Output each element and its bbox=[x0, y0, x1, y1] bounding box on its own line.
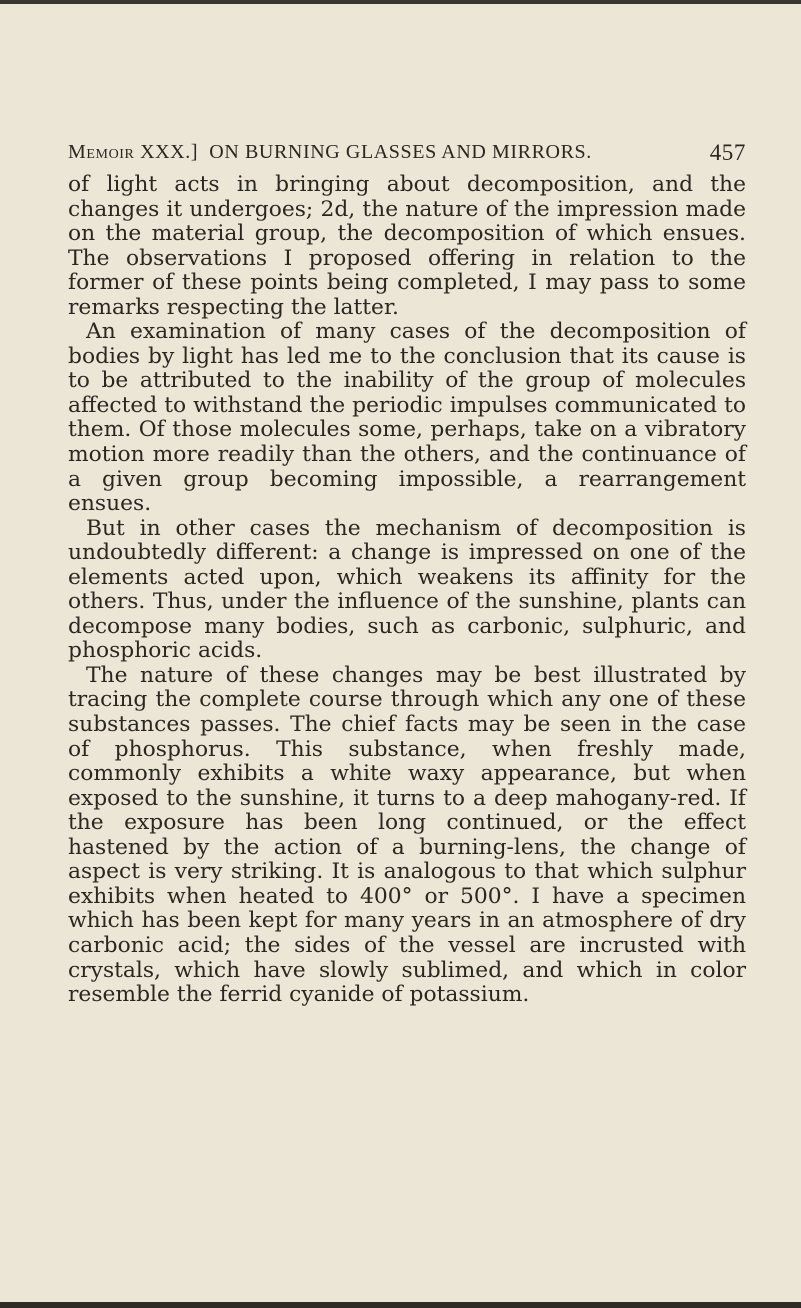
top-edge-rule bbox=[0, 0, 801, 4]
body-text bbox=[68, 173, 746, 1008]
paragraph-3: But in other cases the mechanism of decomposition is undoubtedly different: a change is impressed on one of the elements acted upon, which weakens its affinity for the others. Thus, under the influence of the sunshine, plants can decompose many bodies, such as carbonic, sulphuric, and phosphoric acids. bbox=[68, 515, 746, 664]
running-head bbox=[68, 141, 746, 171]
memoir-label: Memoir XXX.] bbox=[68, 141, 199, 163]
paragraph-1: of light acts in bringing about decomposition, and the changes it undergoes; 2d, the nature of the impression made on the material group, the decomposition of which ensues. The observations I proposed offering in relation to the former of these points being completed, I may pass to some remarks respecting the latter. bbox=[68, 172, 746, 320]
page-number: 457 bbox=[709, 140, 746, 165]
bottom-edge-rule bbox=[0, 1302, 801, 1308]
paragraph-4: The nature of these changes may be best illustrated by tracing the complete course through which any one of these substances passes. The chief facts may be seen in the case of phosphorus. This substance, when freshly made, commonly exhibits a white waxy appearance, but when exposed to the sunshine, it turns to a deep mahogany-red. If the exposure has been long continued, or the effect hastened by the action of a burning-lens, the change of aspect is very striking. It is analogous to that which sulphur exhibits when heated to 400° or 500°. I have a specimen which has been kept for many years in an atmosphere of dry carbonic acid; the sides of the vessel are incrusted with crystals, which have slowly sublimed, and which in color resemble the ferrid cyanide of potassium. bbox=[68, 662, 746, 1008]
chapter-title: ON BURNING GLASSES AND MIRRORS. bbox=[209, 141, 592, 163]
paragraph-2: An examination of many cases of the decomposition of bodies by light has led me to the conclusion that its cause is to be attributed to the inability of the group of molecules affected to withstand the periodic impulses communicated to them. Of those molecules some, perhaps, take on a vibratory motion more readily than the others, and the continuance of a given group becoming impossible, a rearrangement ensues. bbox=[68, 319, 746, 517]
book-page bbox=[68, 141, 746, 1008]
running-head-text bbox=[68, 141, 592, 164]
